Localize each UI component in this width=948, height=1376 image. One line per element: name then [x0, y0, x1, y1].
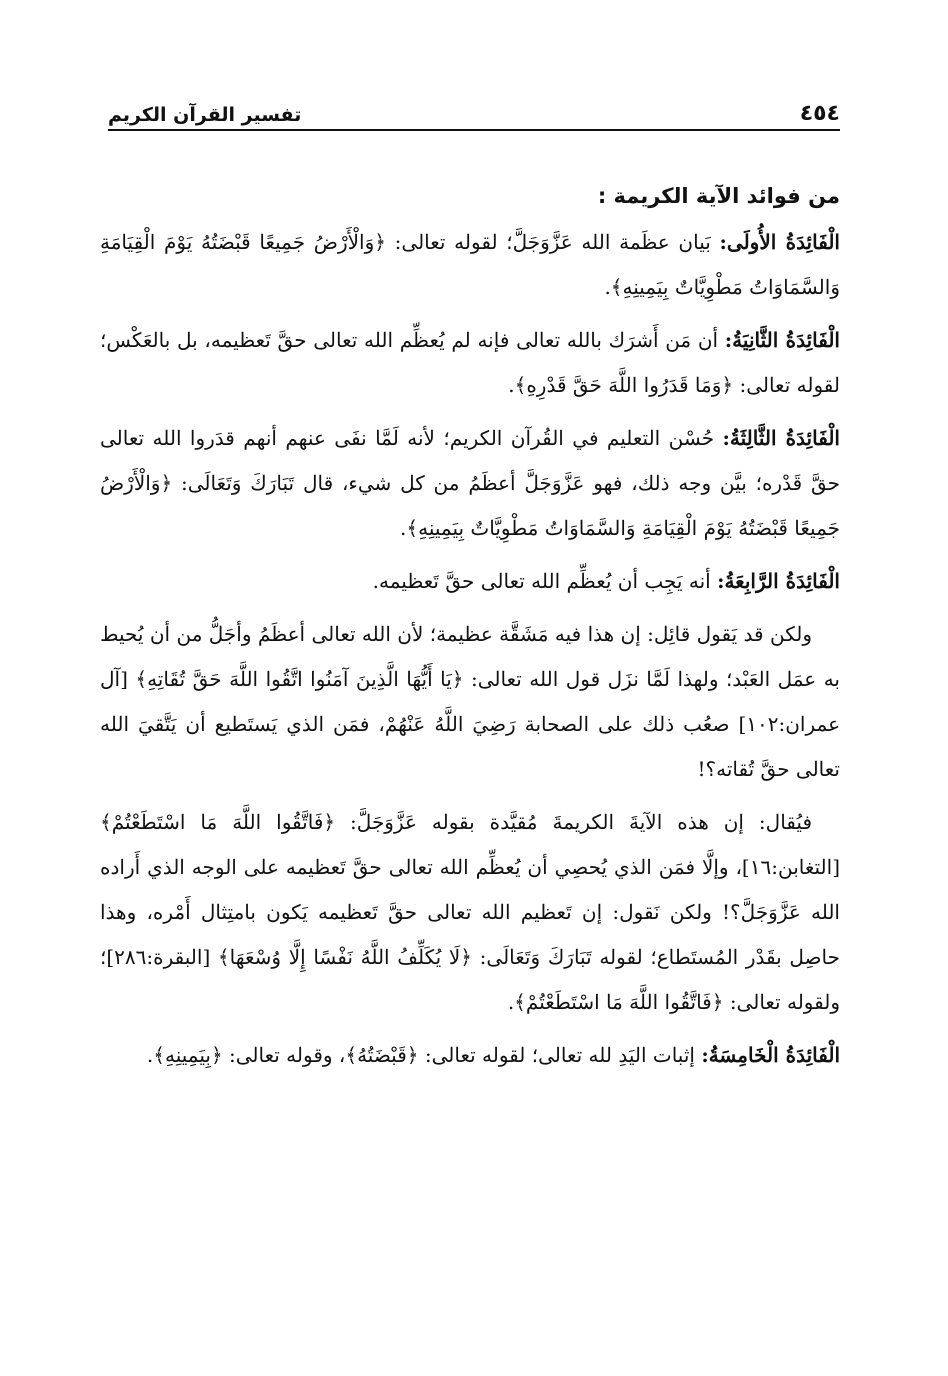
benefit-four-paragraph — [100, 559, 840, 604]
page-header — [108, 96, 840, 126]
running-title: تفسير القرآن الكريم — [108, 104, 302, 126]
paragraph-text: أن مَن أَشرَك بالله تعالى فإنه لم يُعظِّم الله تعالى حقَّ تَعظيمه، بل بالعَكْس؛ لقوله تعالى: ﴿وَمَا قَدَرُوا اللَّهَ حَقَّ قَدْرِهِ﴾. — [100, 328, 840, 397]
benefit-one-paragraph — [100, 220, 840, 310]
paragraph-lead: الْفَائِدَةُ الأُولَى: — [719, 230, 840, 254]
header-rule — [108, 129, 840, 131]
page-body — [100, 176, 840, 1086]
page-number: ٤٥٤ — [799, 101, 840, 126]
section-heading: من فوائد الآية الكريمة : — [597, 184, 840, 208]
answer-paragraph — [100, 800, 840, 1025]
paragraph-lead: الْفَائِدَةُ الرَّابِعَةُ: — [717, 569, 840, 593]
paragraph-lead: الْفَائِدَةُ الثَّالِثَةُ: — [722, 426, 840, 450]
paragraph-text: فيُقال: إن هذه الآيةَ الكريمةَ مُقيَّدة بقوله عَزَّوَجَلَّ: ﴿فَاتَّقُوا اللَّهَ مَا اسْتَطَعْتُمْ﴾ [التغابن:١٦]، وإلَّا فمَن الذي يُحصِي أن يُعظِّم الله تعالى حقَّ تَعظيمه على الوجه الذي أَراده الله عَزَّوَجَلَّ؟! ولكن نَقول: إن تَعظيم الله تعالى حقَّ تَعظيمه يَكون بامتِثال أَمْره، وهذا حاصِل بقَدْر المُستَطاع؛ لقوله تَبَارَكَ وَتَعَالَى: ﴿لَا يُكَلِّفُ اللَّهُ نَفْسًا إِلَّا وُسْعَهَا﴾ [البقرة:٢٨٦]؛ ولقوله تعالى: ﴿فَاتَّقُوا اللَّهَ مَا اسْتَطَعْتُمْ﴾. — [100, 810, 840, 1014]
paragraph-text: أنه يَجِب أن يُعظِّم الله تعالى حقَّ تَعظيمه. — [372, 569, 718, 593]
paragraph-text: بَيان عظَمة الله عَزَّوَجَلَّ؛ لقوله تعالى: ﴿وَالْأَرْضُ جَمِيعًا قَبْضَتُهُ يَوْمَ الْقِيَامَةِ وَالسَّمَاوَاتُ مَطْوِيَّاتٌ بِيَمِينِهِ﴾. — [100, 230, 840, 299]
paragraph-text: ولكن قد يَقول قائِل: إن هذا فيه مَشَقَّة عظيمة؛ لأن الله تعالى أعظَمُ وأجَلُّ من أن يُحيط به عمَل العَبْد؛ ولهذا لَمَّا نزَل قول الله تعالى: ﴿يَا أَيُّهَا الَّذِينَ آمَنُوا اتَّقُوا اللَّهَ حَقَّ تُقَاتِهِ﴾ [آل عمران:١٠٢] صعُب ذلك على الصحابة رَضِيَ اللَّهُ عَنْهُمْ، فمَن الذي يَستَطيع أن يَتَّقيَ الله تعالى حقَّ تُقاته؟! — [100, 622, 840, 781]
paragraph-text: حُسْن التعليم في القُرآن الكريم؛ لأنه لَمَّا نفَى عنهم أنهم قدَروا الله تعالى حقَّ قَدْره؛ بيَّن وجه ذلك، فهو عَزَّوَجَلَّ أعظَمُ من كل شيء، قال تَبَارَكَ وَتَعَالَى: ﴿وَالْأَرْضُ جَمِيعًا قَبْضَتُهُ يَوْمَ الْقِيَامَةِ وَالسَّمَاوَاتُ مَطْوِيَّاتٌ بِيَمِينِهِ﴾. — [100, 426, 840, 540]
paragraph-text: إثبات اليَدِ لله تعالى؛ لقوله تعالى: ﴿قَبْضَتُهُ﴾، وقوله تعالى: ﴿بِيَمِينِهِ﴾. — [146, 1043, 702, 1067]
benefit-two-paragraph — [100, 318, 840, 408]
benefit-three-paragraph — [100, 416, 840, 551]
benefit-five-paragraph — [100, 1033, 840, 1078]
paragraph-lead: الْفَائِدَةُ الْخَامِسَةُ: — [701, 1043, 840, 1067]
paragraph-lead: الْفَائِدَةُ الثَّانِيَةُ: — [724, 328, 840, 352]
objection-paragraph — [100, 612, 840, 792]
